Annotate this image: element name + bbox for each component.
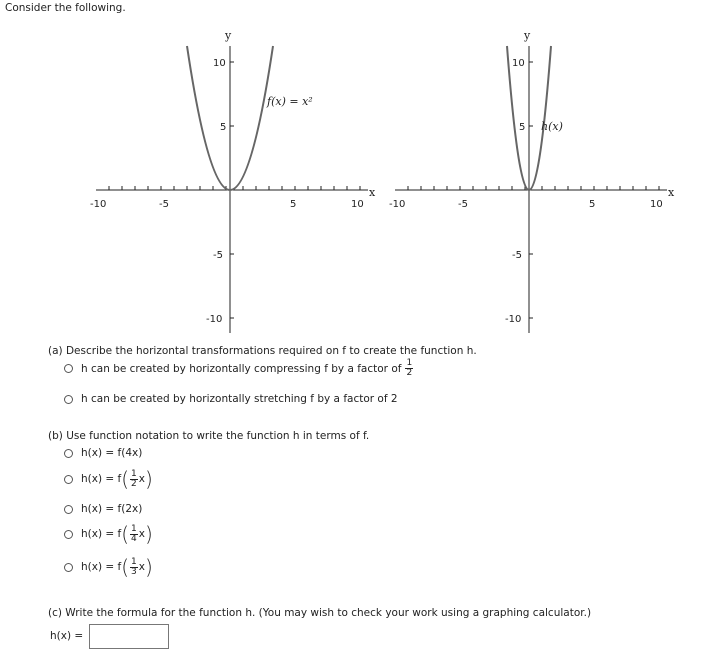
radio-button[interactable]	[64, 395, 73, 404]
part-a-option-2[interactable]	[64, 393, 398, 405]
fraction: $\frac{1}{3}$	[131, 556, 137, 577]
y-tick-label: -10	[206, 314, 223, 325]
part-b-option-4[interactable]	[64, 524, 153, 544]
radio-button[interactable]	[64, 475, 73, 484]
option-text: h can be created by horizontally stretching f by a factor of 2	[81, 393, 398, 405]
x-tick-label: -5	[159, 199, 169, 210]
x-axis-label: x	[668, 186, 675, 199]
y-tick-label: 5	[220, 122, 227, 133]
x-tick-label: -5	[458, 199, 468, 210]
graph-h	[384, 28, 684, 338]
y-tick-label: -5	[512, 250, 522, 261]
option-text: h(x) = f	[81, 561, 122, 573]
variable: x	[138, 473, 145, 485]
option-text: h(x) = f(4x)	[81, 447, 143, 459]
intro-text: Consider the following.	[5, 2, 126, 14]
radio-button[interactable]	[64, 364, 73, 373]
fraction: $\frac{1}{4}$	[131, 523, 137, 544]
part-b-option-2[interactable]	[64, 469, 153, 489]
part-c-question: (c) Write the formula for the function h. (You may wish to check your work using a graphing calculator.)	[48, 607, 592, 619]
part-b-question: (b) Use function notation to write the function h in terms of f.	[48, 430, 370, 442]
y-tick-label: 5	[519, 122, 526, 133]
part-b-option-1[interactable]	[64, 447, 142, 459]
paren-close: )	[145, 467, 153, 491]
paren-open: (	[121, 555, 130, 579]
x-axis-label: x	[369, 186, 376, 199]
variable: x	[138, 561, 145, 573]
part-a-option-1[interactable]	[64, 359, 414, 378]
variable: x	[138, 528, 145, 540]
x-axis-minor-ticks	[408, 186, 659, 190]
part-b-option-5[interactable]	[64, 557, 153, 577]
fraction: $\frac{1}{2}$	[406, 358, 413, 378]
function-label-f: f(x) = x²	[267, 95, 313, 108]
radio-button[interactable]	[64, 449, 73, 458]
x-tick-label: 10	[650, 199, 663, 210]
paren-close: )	[145, 522, 153, 546]
y-tick-label: 10	[512, 58, 525, 69]
x-tick-label: 5	[589, 199, 596, 210]
radio-button[interactable]	[64, 530, 73, 539]
function-label-h: h(x)	[541, 120, 563, 133]
paren-close: )	[145, 555, 153, 579]
answer-label: h(x) =	[50, 630, 84, 642]
y-axis-label: y	[225, 29, 232, 42]
part-b-option-3[interactable]	[64, 503, 142, 515]
option-text: h(x) = f(2x)	[81, 503, 143, 515]
x-tick-label: -10	[389, 199, 406, 210]
fraction: $\frac{1}{2}$	[131, 468, 137, 489]
y-tick-label: 10	[213, 58, 226, 69]
part-a-question: (a) Describe the horizontal transformations required on f to create the function h.	[48, 345, 477, 357]
radio-button[interactable]	[64, 563, 73, 572]
y-tick-label: -10	[505, 314, 522, 325]
radio-button[interactable]	[64, 505, 73, 514]
option-text: h(x) = f	[81, 473, 122, 485]
y-axis-label: y	[524, 29, 531, 42]
y-tick-label: -5	[213, 250, 223, 261]
x-tick-label: 10	[351, 199, 364, 210]
option-text: h(x) = f	[81, 528, 122, 540]
graph-f	[85, 28, 385, 338]
x-tick-label: -10	[90, 199, 107, 210]
option-text: h can be created by horizontally compressing f by a factor of	[81, 362, 402, 375]
x-tick-label: 5	[290, 199, 297, 210]
paren-open: (	[121, 467, 130, 491]
paren-open: (	[121, 522, 130, 546]
answer-input[interactable]	[89, 624, 169, 649]
